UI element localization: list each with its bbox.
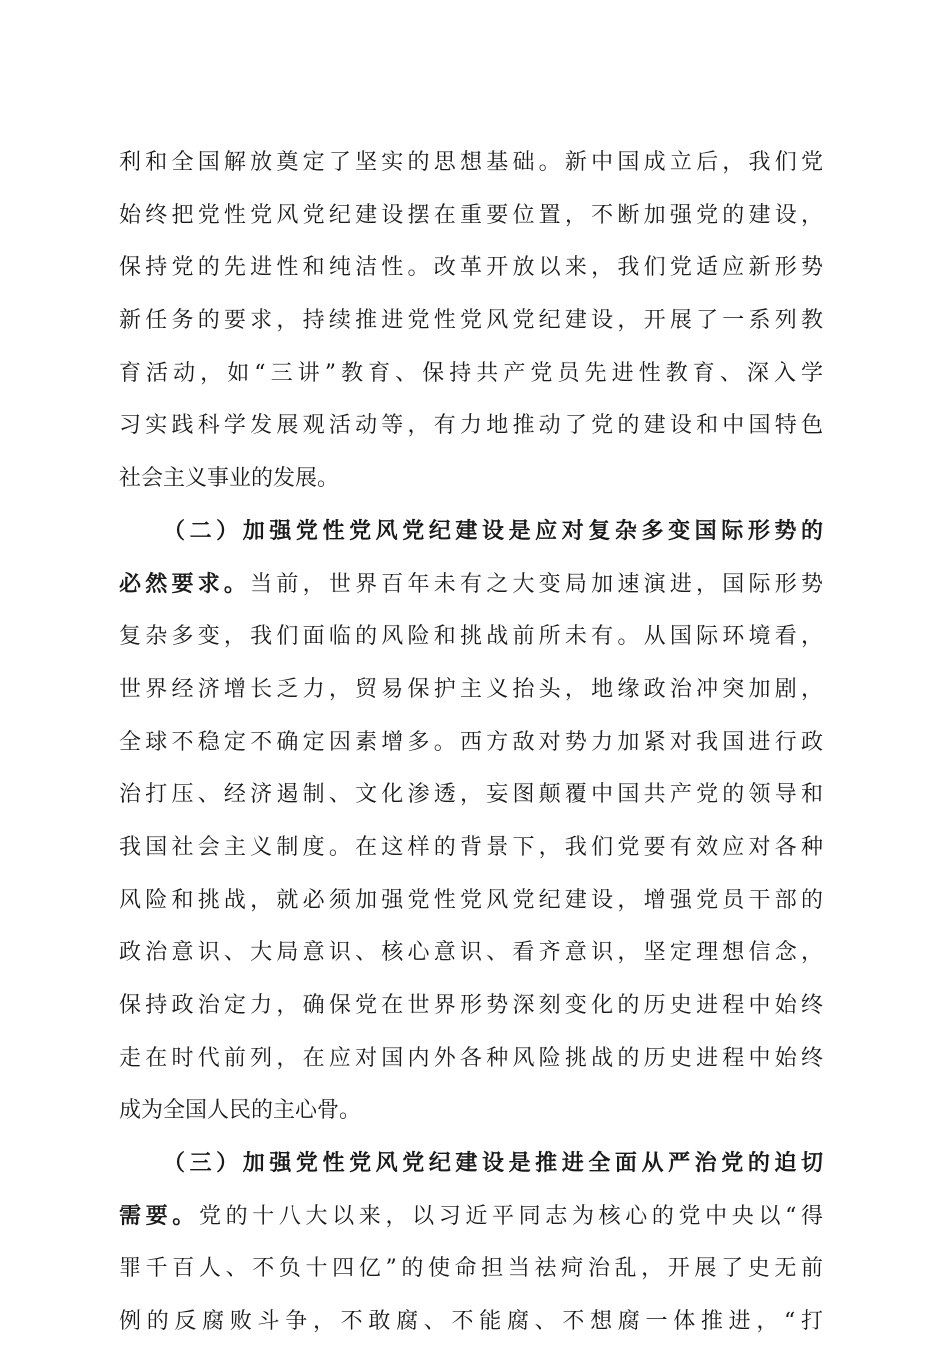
paragraph-3-heading-end: 需要。 — [119, 1203, 199, 1229]
paragraph-2-line-6: 治打压、经济遏制、文化渗透，妄图颠覆中国共产党的领导和 — [119, 782, 823, 808]
paragraph-2-heading: （二）加强党性党风党纪建设是应对复杂多变国际形势的 — [163, 518, 823, 544]
paragraph-1-line-1: 利和全国解放奠定了坚实的思想基础。新中国成立后，我们党 — [119, 150, 823, 175]
paragraph-2-line-8: 风险和挑战，就必须加强党性党风党纪建设，增强党员干部的 — [119, 887, 823, 913]
paragraph-2-line-11: 走在时代前列，在应对国内外各种风险挑战的历史进程中始终 — [119, 1045, 823, 1071]
paragraph-3-line-3: 罪千百人、不负十四亿”的使命担当祛疴治乱，开展了史无前 — [119, 1256, 823, 1282]
paragraph-2-line-10: 保持政治定力，确保党在世界形势深刻变化的历史进程中始终 — [119, 993, 823, 1018]
paragraph-1-line-2: 始终把党性党风党纪建设摆在重要位置，不断加强党的建设， — [119, 202, 823, 228]
paragraph-1-line-6: 习实践科学发展观活动等，有力地推动了党的建设和中国特色 — [119, 413, 823, 439]
paragraph-3-heading: （三）加强党性党风党纪建设是推进全面从严治党的迫切 — [163, 1151, 823, 1177]
paragraph-2-heading-end: 必然要求。 — [119, 571, 251, 597]
paragraph-2-line-9: 政治意识、大局意识、核心意识、看齐意识，坚定理想信念， — [119, 940, 823, 966]
paragraph-2-line-2-text: 当前，世界百年未有之大变局加速演进，国际形势 — [250, 571, 823, 597]
paragraph-1-line-4: 新任务的要求，持续推进党性党风党纪建设，开展了一系列教 — [119, 308, 823, 334]
paragraph-2-line-5: 全球不稳定不确定因素增多。西方敌对势力加紧对我国进行政 — [119, 729, 823, 755]
paragraph-1-line-3: 保持党的先进性和纯洁性。改革开放以来，我们党适应新形势 — [119, 255, 823, 281]
paragraph-3-line-4: 例的反腐败斗争，不敢腐、不能腐、不想腐一体推进，“打 — [119, 1309, 823, 1335]
paragraph-3-line-2-text: 党的十八大以来，以习近平同志为核心的党中央以“得 — [198, 1203, 823, 1229]
paragraph-2-line-2 — [119, 559, 823, 612]
paragraph-3-line-2 — [119, 1191, 823, 1244]
paragraph-1-line-5: 育活动，如“三讲”教育、保持共产党员先进性教育、深入学 — [119, 360, 823, 386]
paragraph-2-line-12: 成为全国人民的主心骨。 — [119, 1098, 362, 1124]
paragraph-2-line-3: 复杂多变，我们面临的风险和挑战前所未有。从国际环境看， — [119, 624, 823, 650]
paragraph-1-line-7: 社会主义事业的发展。 — [119, 466, 340, 492]
paragraph-2-line-4: 世界经济增长乏力，贸易保护主义抬头，地缘政治冲突加剧， — [119, 676, 823, 702]
paragraph-2-line-7: 我国社会主义制度。在这样的背景下，我们党要有效应对各种 — [119, 834, 823, 860]
document-body — [119, 137, 823, 1349]
